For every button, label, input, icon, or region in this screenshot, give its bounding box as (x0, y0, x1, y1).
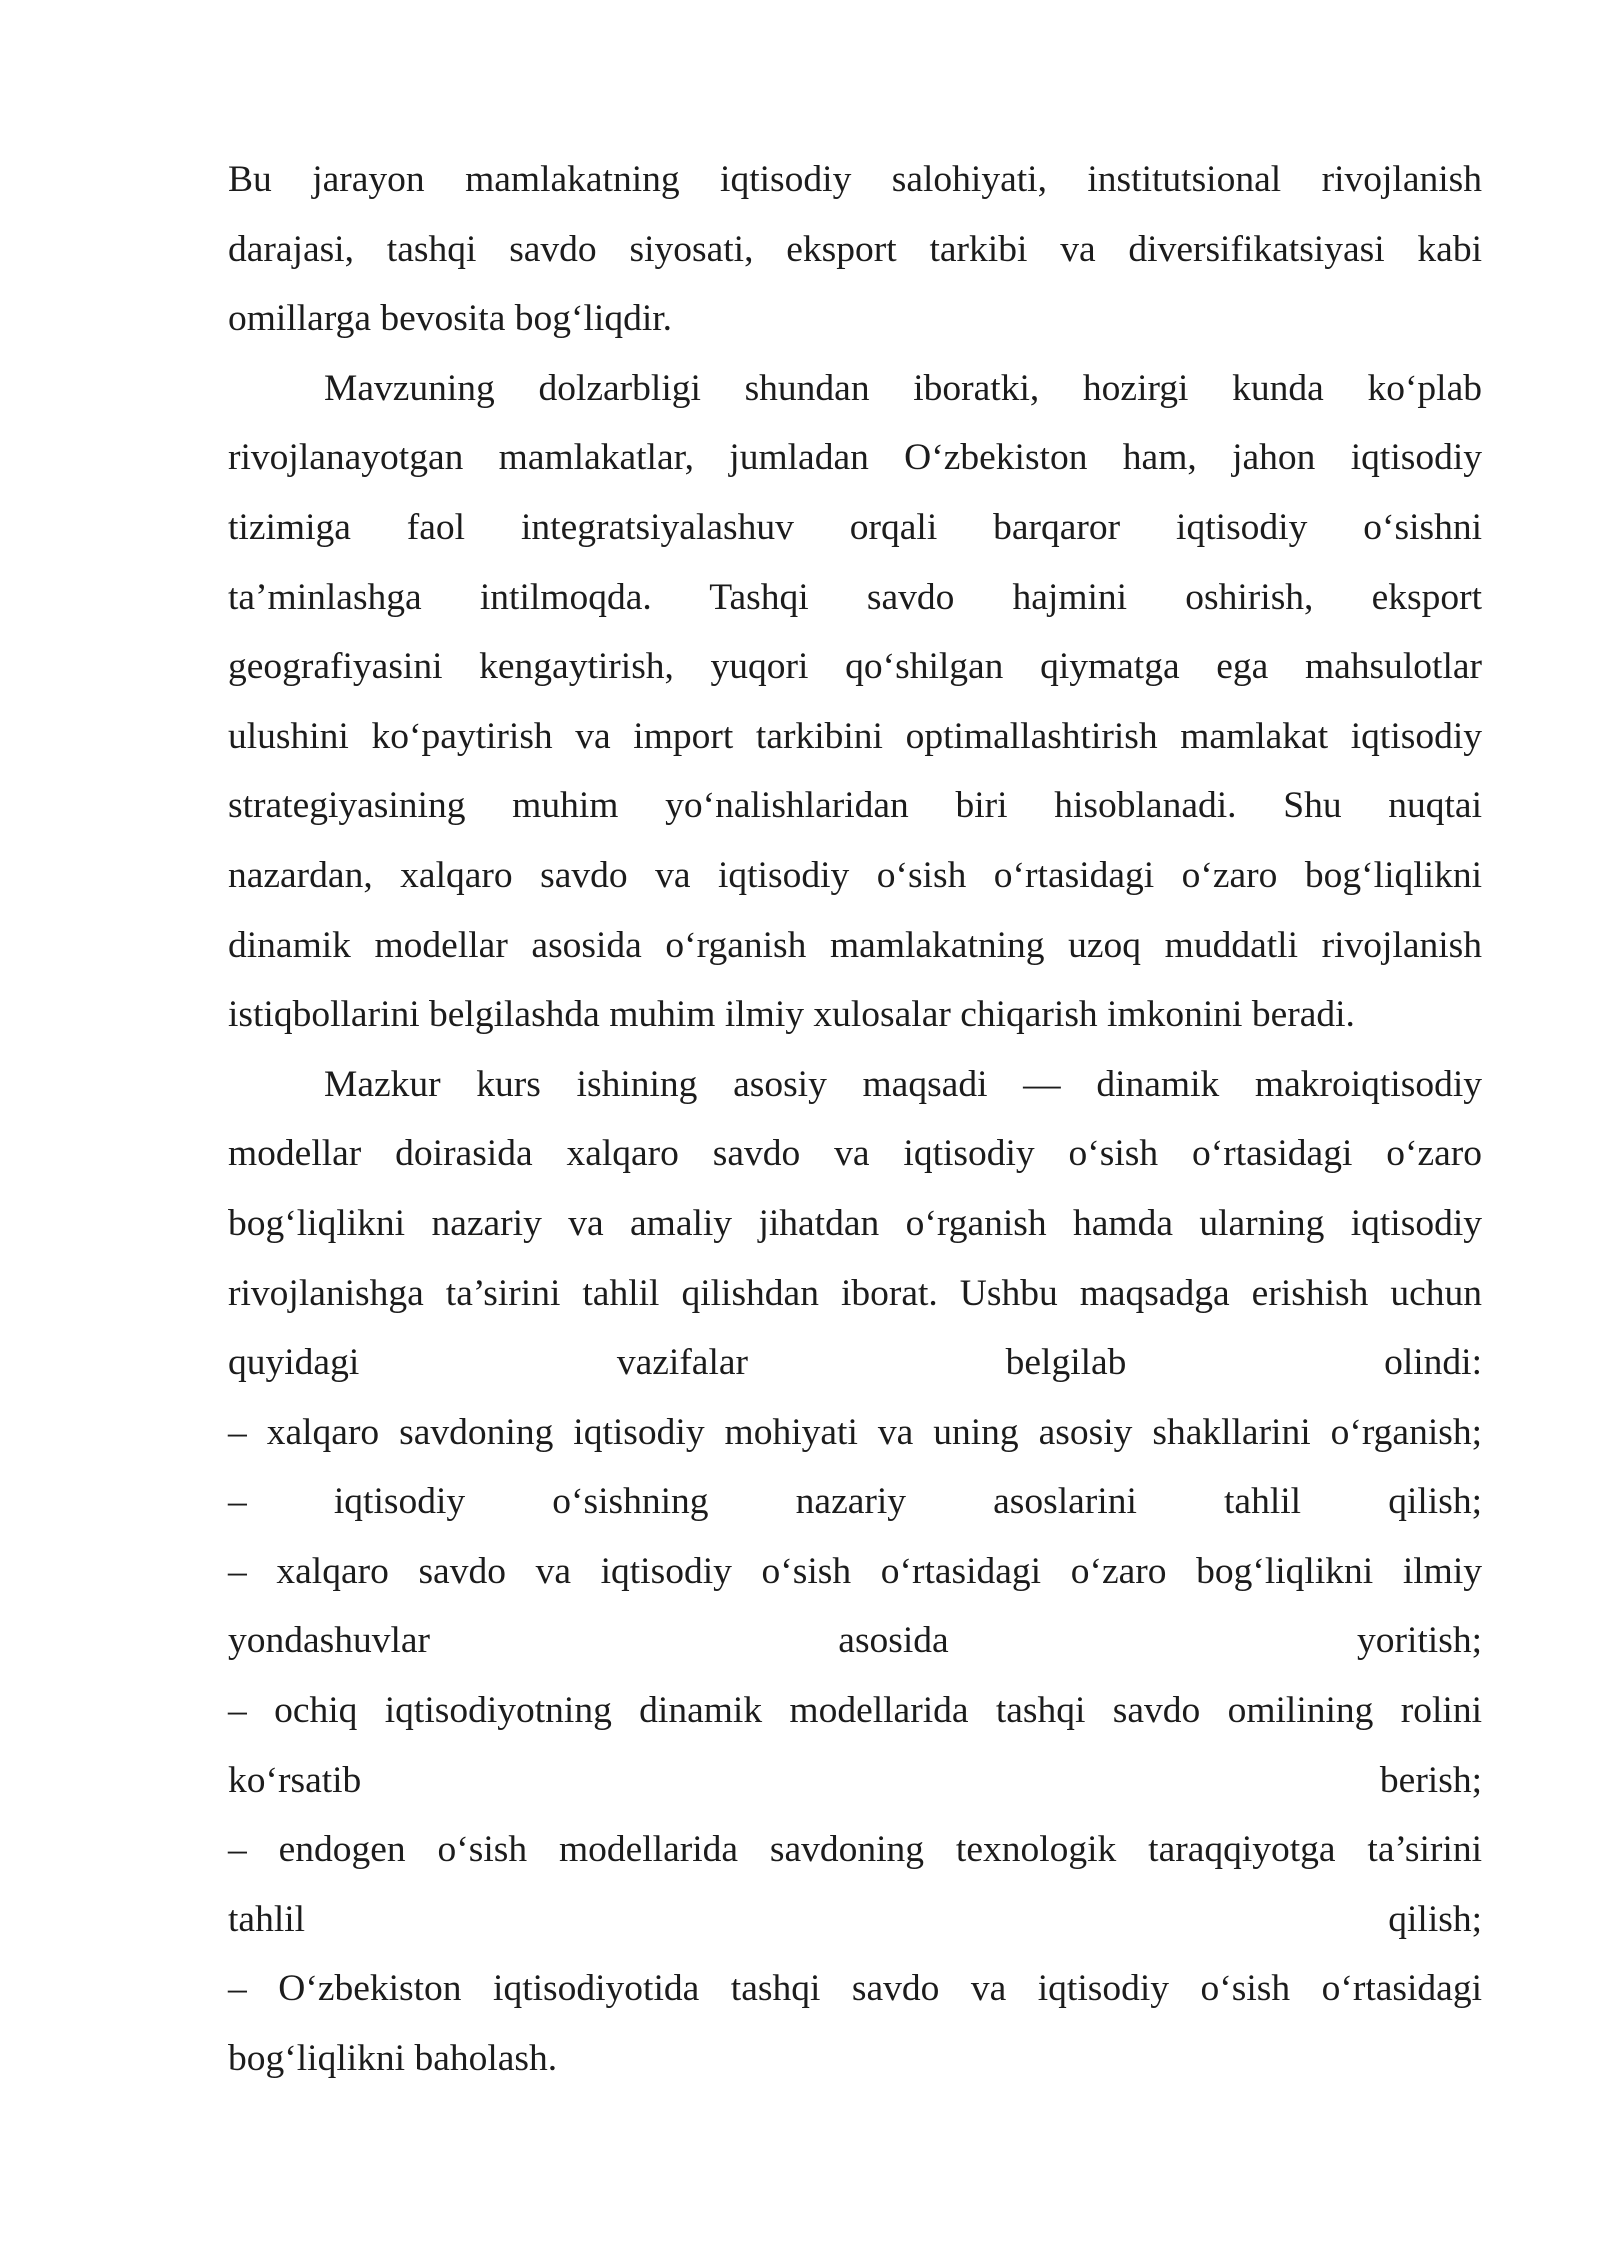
text-line: rivojlanayotgan mamlakatlar, jumladan O‘zbekiston ham, jahon iqtisodiy (228, 437, 1482, 479)
list-item: – xalqaro savdoning iqtisodiy mohiyati va uning asosiy shakllarini o‘rganish; (228, 1411, 1482, 1453)
text-line: dinamik modellar asosida o‘rganish mamlakatning uzoq muddatli rivojlanish (228, 924, 1482, 966)
list-item-continuation: ko‘rsatib berish; (228, 1759, 1482, 1801)
text-line: istiqbollarini belgilashda muhim ilmiy xulosalar chiqarish imkonini beradi. (228, 994, 1355, 1036)
text-line: Mazkur kurs ishining asosiy maqsadi — dinamik makroiqtisodiy (324, 1063, 1482, 1105)
text-line: ulushini ko‘paytirish va import tarkibini optimallashtirish mamlakat iqtisodiy (228, 715, 1482, 757)
list-item: – ochiq iqtisodiyotning dinamik modellarida tashqi savdo omilining rolini (228, 1690, 1482, 1732)
text-line: omillarga bevosita bog‘liqdir. (228, 298, 673, 340)
text-line: darajasi, tashqi savdo siyosati, eksport tarkibi va diversifikatsiyasi kabi (228, 228, 1482, 270)
text-line: Mavzuning dolzarbligi shundan iboratki, hozirgi kunda ko‘plab (324, 367, 1482, 409)
list-item: – xalqaro savdo va iqtisodiy o‘sish o‘rtasidagi o‘zaro bog‘liqlikni ilmiy (228, 1550, 1482, 1592)
list-item: – O‘zbekiston iqtisodiyotida tashqi savdo va iqtisodiy o‘sish o‘rtasidagi (228, 1968, 1482, 2010)
text-line: tizimiga faol integratsiyalashuv orqali barqaror iqtisodiy o‘sishni (228, 506, 1482, 548)
text-line: nazardan, xalqaro savdo va iqtisodiy o‘sish o‘rtasidagi o‘zaro bog‘liqlikni (228, 854, 1482, 896)
text-line: Bu jarayon mamlakatning iqtisodiy salohiyati, institutsional rivojlanish (228, 159, 1482, 200)
list-item-continuation: yondashuvlar asosida yoritish; (228, 1620, 1482, 1662)
text-line: rivojlanishga ta’sirini tahlil qilishdan iborat. Ushbu maqsadga erishish uchun (228, 1272, 1482, 1314)
text-line: bog‘liqlikni nazariy va amaliy jihatdan o‘rganish hamda ularning iqtisodiy (228, 1202, 1482, 1244)
text-line: strategiyasining muhim yo‘nalishlaridan biri hisoblanadi. Shu nuqtai (228, 785, 1482, 827)
text-line: quyidagi vazifalar belgilab olindi: (228, 1342, 1482, 1384)
list-item: – endogen o‘sish modellarida savdoning texnologik taraqqiyotga ta’sirini (228, 1829, 1482, 1871)
text-line: modellar doirasida xalqaro savdo va iqtisodiy o‘sish o‘rtasidagi o‘zaro (228, 1133, 1482, 1175)
text-line: ta’minlashga intilmoqda. Tashqi savdo hajmini oshirish, eksport (228, 576, 1482, 618)
list-item: – iqtisodiy o‘sishning nazariy asoslarini tahlil qilish; (228, 1481, 1482, 1523)
list-item-continuation: bog‘liqlikni baholash. (228, 2038, 558, 2080)
document-body (228, 145, 1482, 2094)
text-line: geografiyasini kengaytirish, yuqori qo‘shilgan qiymatga ega mahsulotlar (228, 646, 1482, 688)
list-item-continuation: tahlil qilish; (228, 1898, 1482, 1940)
